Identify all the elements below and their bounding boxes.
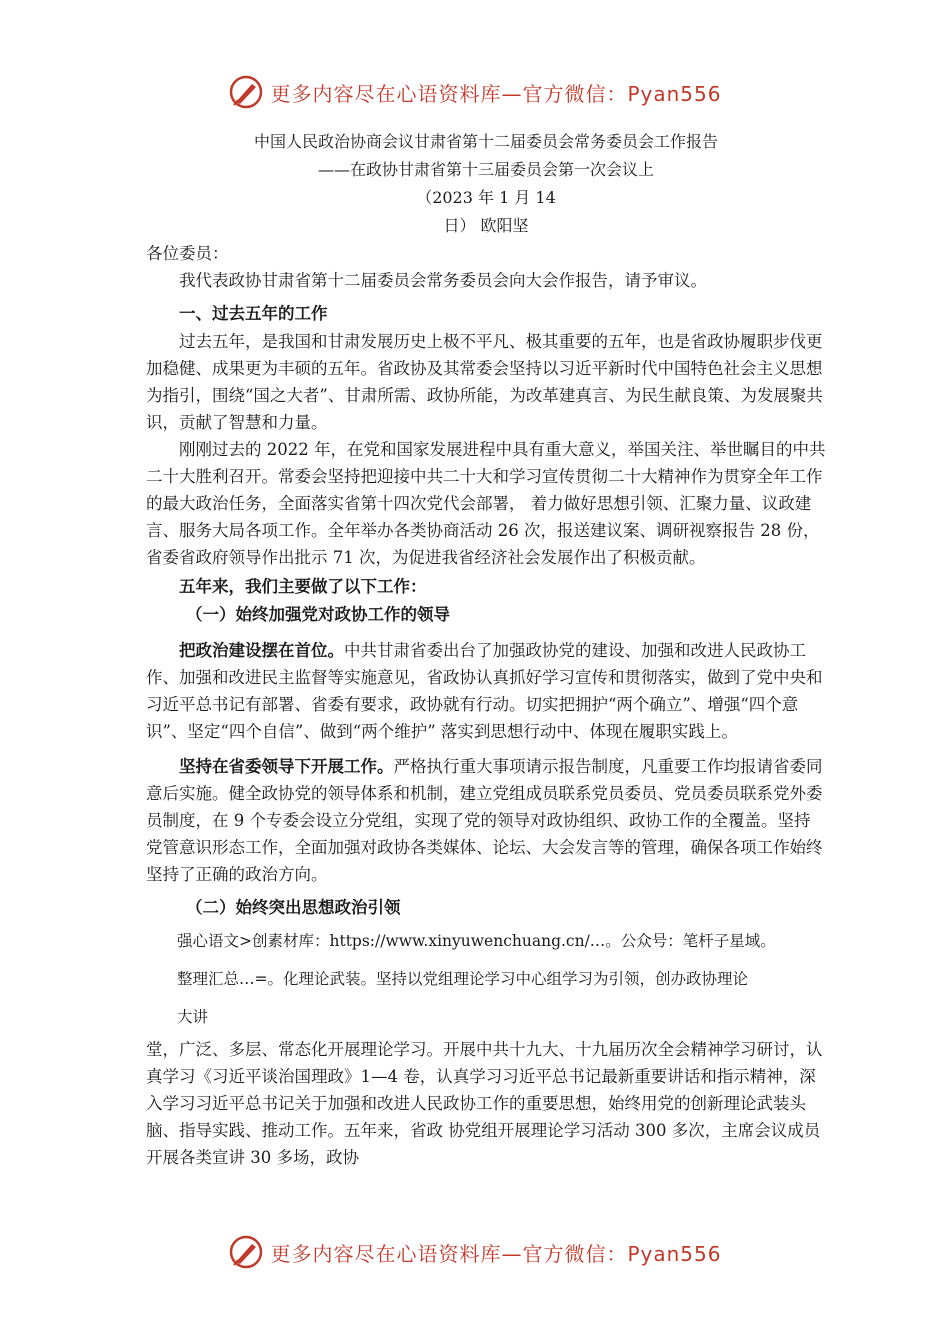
watermark-text: 更多内容尽在心语资料库—官方微信：Pyan556 — [270, 81, 722, 106]
paragraph-body: 中共甘肃省委出台了加强政协党的建设、加强和改进人民政协工作、加强和改进民主监督等实施意见，省政协认真抓好学习宣传和贯彻落实，做到了党中央和习近平总书记有部署、省委有要求，政协就有行动。切实把拥护“两个确立”、增强“四个意识”、坚定“四个自信”、做到“两个维护” 落实到思想行动中、体现在履职实践上。 — [146, 641, 823, 741]
paragraph — [146, 637, 826, 745]
subsection-heading-1: （一）始终加强党对政协工作的领导 — [186, 605, 450, 624]
source-line: 大讲 — [177, 1008, 209, 1026]
report-title: 中国人民政治协商会议甘肃省第十二届委员会常务委员会工作报告 — [253, 132, 718, 151]
paragraph — [146, 753, 826, 888]
intro-paragraph: 我代表政协甘肃省第十二届委员会常务委员会向大会作报告，请予审议。 — [179, 271, 707, 290]
section-summary: 五年来，我们主要做了以下工作： — [179, 577, 427, 596]
watermark-banner-bottom — [0, 1232, 950, 1272]
paragraph: 堂，广泛、多层、常态化开展理论学习。开展中共十九大、十九届历次全会精神学习研讨，认真学习《习近平谈治国理政》1—4 卷，认真学习习近平总书记最新重要讲话和指示精神，深入学习习近平总书记关于加强和改进人民政协工作的重要思想，始终用党的创新理论武装头脑、指导实践、推动工作。五年来，省政 协党组开展理论学习活动 300 多次，主席会议成员开展各类宣讲 30 多场，政协 — [146, 1040, 823, 1167]
watermark-banner-top — [0, 72, 950, 112]
paragraph-body: 严格执行重大事项请示报告制度，凡重要工作均报请省委同意后实施。健全政协党的领导体系和机制，建立党组成员联系党员委员、党员委员联系党外委员制度，在 9 个专委会设立分党组，实现了党的领导对政协组织、政协工作的全覆盖。坚持党管意识形态工作，全面加强对政协各类媒体、论坛、大会发言等的管理，确保各项工作始终坚持了正确的政治方向。 — [146, 757, 823, 884]
watermark-text: 更多内容尽在心语资料库—官方微信：Pyan556 — [270, 1241, 722, 1266]
salutation: 各位委员： — [146, 244, 229, 263]
report-subtitle: ——在政协甘肃省第十三届委员会第一次会议上 — [317, 160, 654, 179]
pen-logo-icon — [228, 74, 264, 110]
paragraph-lead: 把政治建设摆在首位。 — [179, 641, 344, 660]
source-line: 整理汇总…=。化理论武装。坚持以党组理论学习中心组学习为引领，创办政协理论 — [177, 970, 748, 988]
section-heading-1: 一、过去五年的工作 — [179, 304, 328, 323]
report-author: 日） 欧阳坚 — [443, 216, 529, 235]
paragraph-lead: 坚持在省委领导下开展工作。 — [179, 757, 394, 776]
paragraph: 刚刚过去的 2022 年，在党和国家发展进程中具有重大意义，举国关注、举世瞩目的中共二十大胜利召开。常委会坚持把迎接中共二十大和学习宣传贯彻二十大精神作为贯穿全年工作的最大政治任务，全面落实省第十四次党代会部署， 着力做好思想引领、汇聚力量、议政建言、服务大局各项工作。全年举办各类协商活动 26 次，报送建议案、调研视察报告 28 份，省委省政府领导作出批示 71 次，为促进我省经济社会发展作出了积极贡献。 — [146, 440, 826, 567]
subsection-heading-2: （二）始终突出思想政治引领 — [186, 898, 401, 917]
document-body — [146, 128, 826, 1171]
pen-logo-icon — [228, 1234, 264, 1270]
report-date: （2023 年 1 月 14 — [416, 188, 556, 207]
source-line: 强心语文>创素材库：https://www.xinyuwenchuang.cn/…。公众号：笔杆子星域。 — [177, 932, 776, 950]
paragraph: 过去五年，是我国和甘肃发展历史上极不平凡、极其重要的五年，也是省政协履职步伐更加稳健、成果更为丰硕的五年。省政协及其常委会坚持以习近平新时代中国特色社会主义思想为指引，围绕“国之大者”、甘肃所需、政协所能，为改革建真言、为民生献良策、为发展聚共识，贡献了智慧和力量。 — [146, 332, 823, 432]
